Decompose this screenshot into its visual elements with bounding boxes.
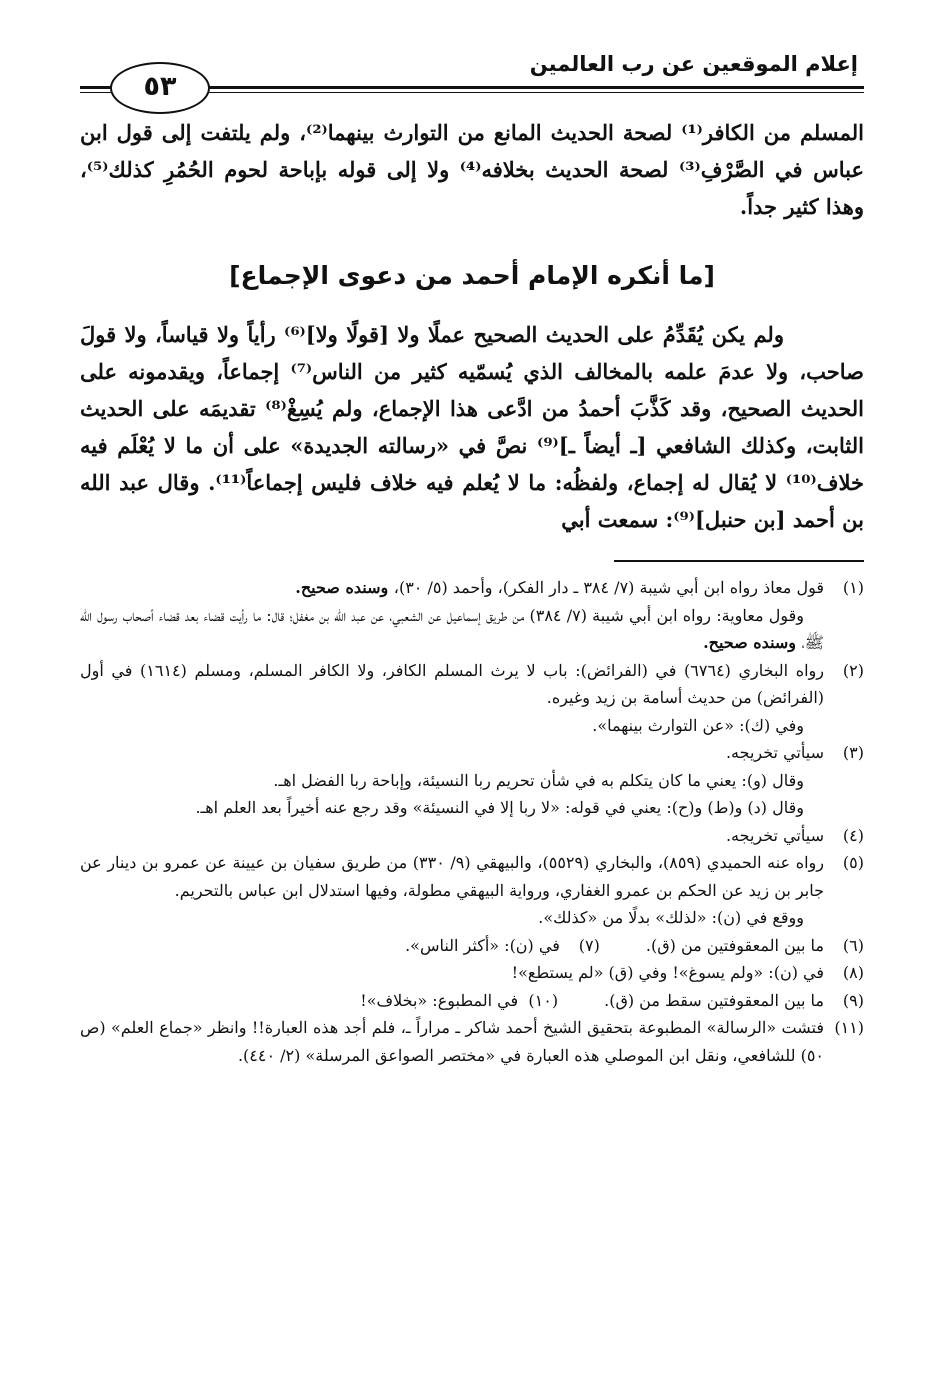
footnote-text: فتشت «الرسالة» المطبوعة بتحقيق الشيخ أحمد شاكر ـ مراراً ـ، فلم أجد هذه العبارة!! وانظر «جماع العلم» (ص ٥٠) للشافعي، ونقل ابن الموصلي هذه العبارة في «مختصر الصواعق المرسلة» (٢/ ٤٤٠). [80, 1018, 825, 1065]
footnote-number: (٨) [842, 963, 864, 982]
footnote-text: ما بين المعقوفتين من (ق). [645, 935, 824, 955]
footnote-number: (٤) [842, 825, 864, 845]
footnote-pair-9-10 [80, 987, 864, 1015]
footnote-5 [80, 849, 864, 904]
section-heading: [ما أنكره الإمام أحمد من دعوى الإجماع] [229, 261, 715, 290]
footnote-8 [80, 959, 864, 987]
footnote-6 [646, 932, 864, 960]
footnote-text: سيأتي تخريجه. [725, 825, 824, 845]
footnote-number: (٢) [842, 660, 864, 680]
footnote-7 [405, 932, 600, 960]
page-number: ٥٣ [110, 62, 210, 114]
footnote-text: رواه البخاري (٦٧٦٤) في (الفرائض): باب لا يرث المسلم الكافر، ولا الكافر المسلم، ومسلم (١٦١٤) في أول (الفرائض) من حديث أسامة بن زيد وغيره. [80, 660, 825, 707]
footnote-3 [80, 739, 864, 767]
footnote-separator [614, 560, 864, 562]
footnote-2 [80, 657, 864, 712]
footnote-number: (١١) [834, 1018, 864, 1037]
footnote-4 [80, 822, 864, 850]
footnote-continuation: عبد الله بن مغفل؛ قال: ما رأيت قضاء بعد قضاء أصحاب رسول الله ﷺ، [80, 605, 824, 652]
footnote-number: (٦) [842, 935, 864, 955]
footnote-emphasis: وسنده صحيح. [295, 578, 394, 597]
footnote-10 [360, 987, 558, 1015]
footnote-continuation: وقول معاوية: رواه ابن أبي شيبة (٧/ ٣٨٤) من طريق إسماعيل عن الشعبي، عن [370, 605, 805, 625]
footnote-text: في (ن): «أكثر الناس». [405, 935, 560, 955]
footnote-number: (١٠) [528, 990, 559, 1010]
footnotes [80, 574, 864, 1069]
book-page [80, 42, 864, 1069]
footnote-pair-6-7 [80, 932, 864, 960]
footnote-continuation: وقال (و): يعني ما كان يتكلم به في شأن تحريم ربا النسيئة، وإباحة ربا الفضل اهـ. [273, 770, 804, 790]
footnote-number: (٧) [578, 935, 600, 955]
footnote-continuation: وفي (ك): «عن التوارث بينهما». [592, 715, 804, 735]
footnote-number: (١) [842, 578, 864, 597]
footnote-number: (٩) [842, 990, 864, 1010]
footnote-number: (٣) [842, 743, 864, 762]
footnote-11 [80, 1014, 864, 1069]
footnote-9 [604, 987, 864, 1015]
footnote-continuation: ووقع في (ن): «لذلك» بدلًا من «كذلك». [538, 908, 804, 927]
footnote-continuation: وقال (د) و(ط) و(ح): يعني في قوله: «لا ربا إلا في النسيئة» وقد رجع عنه أخيراً بعد العلم اهـ. [195, 798, 804, 817]
paragraph-continued: المسلم من الكافر⁽¹⁾ لصحة الحديث المانع من التوارث بينهما⁽²⁾، ولم يلتفت إلى قول ابن عباس في الصَّرْفِ⁽³⁾ لصحة الحديث بخلافه⁽⁴⁾ ولا إلى قوله بإباحة لحوم الحُمُرِ كذلك⁽⁵⁾، وهذا كثير جداً. [80, 120, 865, 219]
footnote-text: سيأتي تخريجه. [725, 743, 824, 762]
footnote-text: قول معاذ رواه ابن أبي شيبة (٧/ ٣٨٤ ـ دار الفكر)، وأحمد (٥/ ٣٠)، [393, 578, 824, 597]
page-header [80, 42, 864, 100]
footnote-number: (٥) [842, 853, 864, 872]
paragraph-main: ولم يكن يُقَدِّمُ على الحديث الصحيح عملًا ولا [قولًا ولا]⁽⁶⁾ رأياً ولا قياساً، ولا قولَ صاحب، ولا عدمَ علمه بالمخالف الذي يُسمّيه كثير من الناس⁽⁷⁾ إجماعاً، ويقدمونه على الحديث الصحيح، وقد كَذَّبَ أحمدُ من ادَّعى هذا الإجماع، ولم يُسِغْ⁽⁸⁾ تقديمَه على الحديث الثابت، وكذلك الشافعي [ـ أيضاً ـ]⁽⁹⁾ نصَّ في «رسالته الجديدة» على أن ما لا يُعْلَم فيه خلاف⁽¹⁰⁾ لا يُقال له إجماع، ولفظُه: ما لا يُعلم فيه خلاف فليس إجماعاً⁽¹¹⁾. وقال عبد الله بن أحمد [بن حنبل]⁽⁹⁾: سمعت أبي [80, 322, 864, 532]
footnote-text: في (ن): «ولم يسوغ»! وفي (ق) «لم يستطع»! [511, 963, 824, 982]
footnote-text: في المطبوع: «بخلاف»! [360, 990, 519, 1010]
footnote-text: رواه عنه الحميدي (٨٥٩)، والبخاري (٥٥٢٩)، والبيهقي (٩/ ٣٣٠) من طريق سفيان بن عيينة عن عمرو بن دينار عن جابر بن زيد عن الحكم بن عمرو الغفاري، ورواية البيهقي مطولة، وفيها استدلال ابن عباس بالتحريم. [80, 853, 825, 900]
footnote-text: ما بين المعقوفتين سقط من (ق). [604, 990, 824, 1010]
running-title: إعلام الموقعين عن رب العالمين [529, 52, 858, 76]
footnote-1 [80, 574, 864, 602]
footnote-emphasis: وسنده صحيح. [703, 633, 802, 652]
